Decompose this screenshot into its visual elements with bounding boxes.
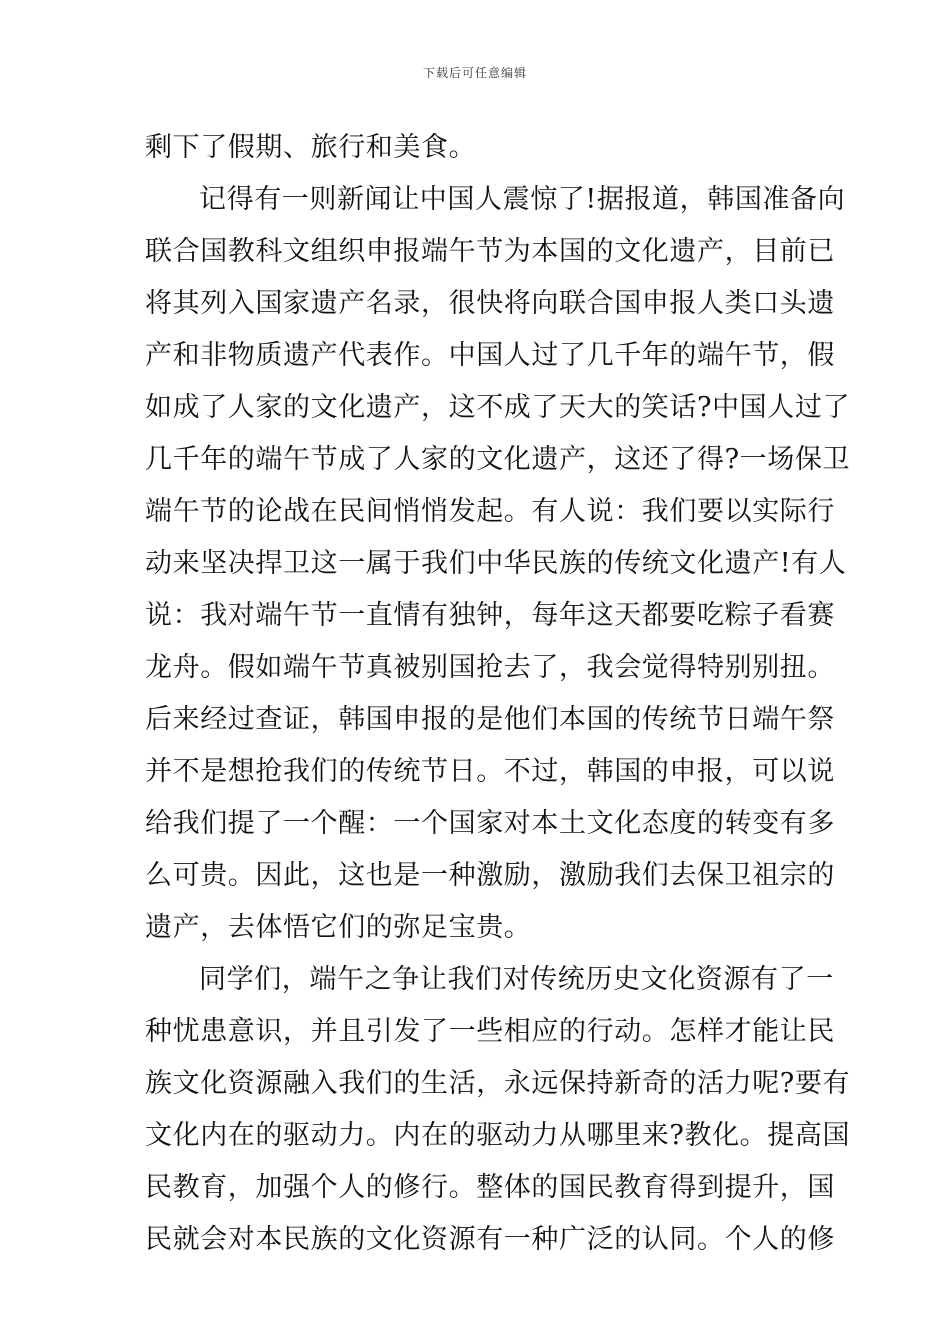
- text-line: 动来坚决捍卫这一属于我们中华民族的传统文化遗产!有人: [145, 548, 847, 579]
- text-line: 遗产，去体悟它们的弥足宝贵。: [145, 912, 532, 943]
- text-line: 几千年的端午节成了人家的文化遗产，这还了得?一场保卫: [145, 444, 851, 475]
- text-line: 给我们提了一个醒：一个国家对本土文化态度的转变有多: [145, 808, 835, 839]
- text-line: 民教育，加强个人的修行。整体的国民教育得到提升，国: [145, 1172, 835, 1203]
- text-line: 产和非物质遗产代表作。中国人过了几千年的端午节，假: [145, 340, 835, 371]
- text-line: 么可贵。因此，这也是一种激励，激励我们去保卫祖宗的: [145, 860, 835, 891]
- page-header: 下载后可任意编辑: [422, 66, 527, 80]
- text-line: 文化内在的驱动力。内在的驱动力从哪里来?教化。提高国: [145, 1120, 851, 1151]
- body-text: [145, 122, 851, 1266]
- text-line: 说：我对端午节一直情有独钟，每年这天都要吃粽子看赛: [145, 600, 835, 631]
- text-line: 同学们，端午之争让我们对传统历史文化资源有了一: [199, 964, 834, 995]
- text-line: 龙舟。假如端午节真被别国抢去了，我会觉得特别别扭。: [145, 652, 835, 683]
- text-line: 将其列入国家遗产名录，很快将向联合国申报人类口头遗: [145, 288, 835, 319]
- text-line: 种忧患意识，并且引发了一些相应的行动。怎样才能让民: [145, 1016, 835, 1047]
- text-line: 端午节的论战在民间悄悄发起。有人说：我们要以实际行: [145, 496, 835, 527]
- text-line: 记得有一则新闻让中国人震惊了!据报道，韩国准备向: [199, 184, 846, 215]
- text-line: 后来经过查证，韩国申报的是他们本国的传统节日端午祭: [145, 704, 835, 735]
- text-line: 如成了人家的文化遗产，这不成了天大的笑话?中国人过了: [145, 392, 851, 423]
- text-line: 民就会对本民族的文化资源有一种广泛的认同。个人的修: [145, 1224, 835, 1255]
- text-line: 族文化资源融入我们的生活，永远保持新奇的活力呢?要有: [145, 1068, 851, 1099]
- text-line: 联合国教科文组织申报端午节为本国的文化遗产，目前已: [145, 236, 835, 267]
- text-line: 并不是想抢我们的传统节日。不过，韩国的申报，可以说: [145, 756, 835, 787]
- text-line: 剩下了假期、旅行和美食。: [145, 132, 477, 163]
